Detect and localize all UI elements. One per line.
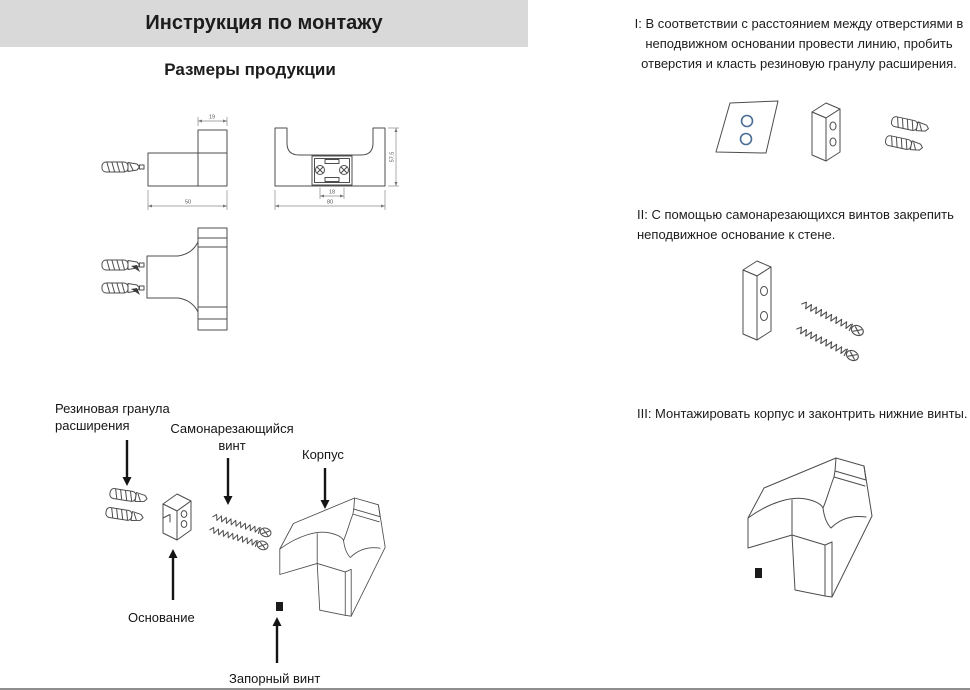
screw-icon [795,324,860,362]
hook-body-isometric [280,498,385,616]
hook-side-outline [148,130,227,186]
locking-screw-icon [276,602,283,611]
wall-anchor-icon [105,507,144,523]
label-locking-screw: Запорный винт [229,671,321,686]
drawing-side-view [88,98,240,216]
base-block [812,103,840,161]
wall-anchor-icon [102,283,144,295]
dimension-hole-spacing [320,188,344,200]
exploded-diagram [45,430,405,682]
step-1-illustration [690,88,960,193]
step-3-illustration [718,436,970,626]
screw-icon [800,299,865,337]
label-self-tapping-screw: Самонарезающийся винт [170,421,294,453]
wall-anchor-icon [891,116,930,134]
label-base: Основание [128,610,195,625]
base-block [163,494,191,540]
svg-text:57.5: 57.5 [389,151,396,163]
wall-anchor-icon [102,162,144,172]
wall-anchor-icon [109,488,148,504]
base-block [743,261,771,340]
wall-anchor-icon [102,260,144,272]
svg-text:50: 50 [184,199,192,206]
header-bar [0,0,528,47]
svg-text:80: 80 [326,199,334,206]
step-2-illustration [715,248,915,380]
drawing-front-view [268,98,408,216]
step-3-text: III: Монтажировать корпус и законтрить нижние винты. [637,406,968,421]
hook-body-isometric [748,458,872,597]
label-body: Корпус [302,447,344,462]
svg-text:19: 19 [208,114,216,121]
screw-icon [212,512,272,538]
page-title: Инструкция по монтажу [145,12,383,34]
label-rubber-plug: Резиновая гранула расширения [55,401,170,433]
dimension-top [198,115,227,127]
section-title: Размеры продукции [164,60,336,79]
step-2-text: II: С помощью самонарезающихся винтов закрепить неподвижное основание к стене. [637,207,954,242]
wall-plate [198,228,227,330]
wall-anchor-icon [885,135,924,153]
dimension-bottom [148,190,227,210]
drawing-mounted-view [88,226,233,346]
hook-profile [147,242,198,312]
dimension-height [388,128,399,186]
step-1-text: I: В соответствии с расстоянием между отверстиями в неподвижном основании провести линию, пробить отверстия и класть резиновую гранулу расширения. [634,16,964,71]
locking-screw-icon [755,568,762,578]
svg-text:18: 18 [328,189,336,196]
